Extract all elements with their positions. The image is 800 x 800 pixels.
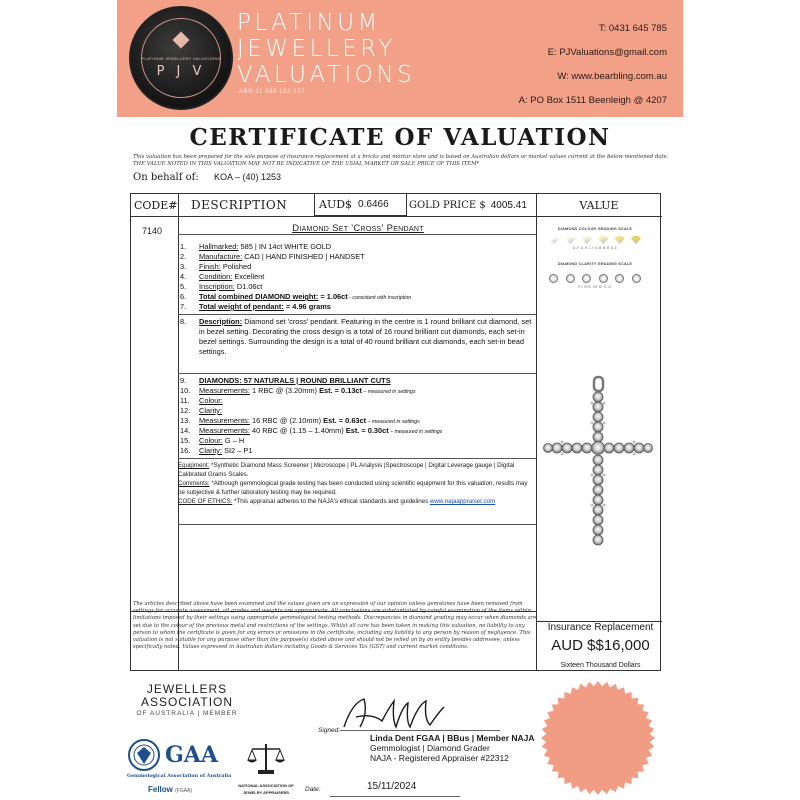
aud-value: 0.6466 bbox=[358, 199, 389, 210]
contact-address: A: PO Box 1511 Beenleigh @ 4207 bbox=[518, 95, 667, 106]
naja-link[interactable]: www.najaappraiser.com bbox=[429, 498, 496, 505]
detail-label: Colour: bbox=[199, 396, 223, 405]
ja-line-2: ASSOCIATION bbox=[140, 695, 234, 709]
clarity-icon bbox=[615, 274, 624, 283]
detail-label: Clarity: bbox=[199, 446, 222, 455]
detail-label: Hallmarked: bbox=[199, 242, 239, 251]
clarity-scale bbox=[549, 274, 641, 283]
detail-label: Total weight of pendant: bbox=[199, 302, 284, 311]
colour-scale bbox=[549, 236, 641, 244]
detail-label: Condition: bbox=[199, 272, 233, 281]
item-number: 9. bbox=[180, 376, 187, 385]
item-number: 13. bbox=[180, 416, 191, 425]
gaa-text: GAA bbox=[165, 742, 218, 768]
pjv-logo bbox=[129, 6, 233, 110]
detail-label: Clarity: bbox=[199, 406, 222, 415]
detail-value: G – H bbox=[224, 436, 245, 445]
contact-web: W: www.bearbling.com.au bbox=[557, 71, 667, 82]
equipment-note bbox=[178, 461, 536, 479]
detail-label: Manufacture: bbox=[199, 252, 243, 261]
item-number: 7. bbox=[180, 302, 187, 311]
item-number: 14. bbox=[180, 426, 191, 435]
item-number: 15. bbox=[180, 436, 191, 445]
equipment-text: *Synthetic Diamond Mass Screener | Microscope | PL Analysis |Spectroscope | Digital Leverage gauge | Digital Calibrated Grams Scales. bbox=[178, 462, 515, 478]
detail-label: Inscription: bbox=[199, 282, 235, 291]
colour-scale-labels: D-F G-H I-J K-M N-R S-Z bbox=[573, 246, 617, 250]
ja-line-1: JEWELLERS bbox=[146, 682, 228, 696]
detail-value: 585 | IN 14ct WHITE GOLD bbox=[240, 242, 332, 251]
signer-name: Linda Dent FGAA | BBus | Member NAJA bbox=[370, 733, 535, 743]
detail-value: 16 RBC @ (2.10mm) bbox=[252, 416, 322, 425]
detail-value: Polished bbox=[222, 262, 252, 271]
date-label: Date: bbox=[305, 786, 321, 793]
detail-estimate: Est. = 0.63ct bbox=[323, 416, 367, 425]
signer-details bbox=[370, 733, 535, 763]
detail-label: Description: bbox=[199, 317, 243, 326]
brand-line-1: PLATINUM bbox=[237, 10, 381, 36]
detail-label: Measurements: bbox=[199, 426, 250, 435]
detail-value: = 4.96 grams bbox=[285, 302, 331, 311]
clarity-icon bbox=[632, 274, 641, 283]
signed-label: Signed: bbox=[318, 727, 341, 734]
header-rule bbox=[131, 216, 662, 217]
details-rule bbox=[178, 458, 536, 459]
item-number: 5. bbox=[180, 282, 187, 291]
detail-value: CAD | HAND FINISHED | HANDSET bbox=[244, 252, 365, 261]
seal-shape bbox=[541, 681, 655, 795]
divider-value bbox=[536, 194, 537, 670]
gaa-logo bbox=[127, 738, 237, 779]
brand-name bbox=[237, 10, 415, 88]
ethics-text: *This appraisal adheres to the NAJA's ethical standards and guidelines bbox=[232, 498, 430, 505]
cross-pendant-image bbox=[540, 375, 658, 550]
detail-label: Colour: bbox=[199, 436, 223, 445]
detail-label: Total combined DIAMOND weight: bbox=[199, 292, 319, 301]
clarity-icon bbox=[599, 274, 608, 283]
col-value: VALUE bbox=[579, 198, 619, 212]
diamond-icon bbox=[615, 236, 625, 244]
insurance-words: Sixteen Thousand Dollars bbox=[560, 662, 641, 669]
gaa-subtitle: Gemmological Association of Australia bbox=[127, 773, 232, 779]
date-line bbox=[330, 796, 460, 797]
item-title: Diamond Set 'Cross' Pendant bbox=[292, 223, 424, 234]
logo-small-text: PLATINUM JEWELLERY VALUATIONS bbox=[141, 56, 221, 61]
detail-note: - consistent with inscription bbox=[347, 295, 412, 301]
legal-disclaimer: The articles described above have been examined and the values given are an expression of our opinion unless gemstones have been removed from settings for accurate assessment, all grades and weights are approximate. All conclusions are substantiated by careful examination of the items within limitations imposed by their settings using appropriate gemmological testing methods. Discrepancies in diamond grading may occur when diamonds are set due to the colour of the precious metal and restrictions of the settings. Whilst all care has been taken in making this valuation, no liability to any person to whom the certificate is given for any errors or omissions in the certificate, including any liability to any person by reason of negligence. This valuation is not suitable for any purpose other than the purpose(s) stated above and should not be relied on by an entity besides addressee, unless specifically noted. Values expressed in Australian dollars including Goods & Services Tax (GST) and current market conditions. bbox=[133, 601, 537, 651]
naja-line-1: NATIONAL ASSOCIATION OF bbox=[238, 783, 294, 788]
detail-note: – measured in settings bbox=[362, 389, 416, 395]
ethics-label: CODE OF ETHICS: bbox=[178, 498, 233, 505]
clarity-icon bbox=[549, 274, 558, 283]
behalf-value: KOA – (40) 1253 bbox=[214, 172, 282, 182]
col-aud bbox=[314, 194, 407, 216]
colour-scale-title: DIAMOND COLOUR GRADING SCALE bbox=[557, 227, 633, 231]
item-number: 6. bbox=[180, 292, 187, 301]
detail-label: Measurements: bbox=[199, 416, 250, 425]
diamond-icon bbox=[565, 236, 575, 244]
details-rule bbox=[178, 373, 536, 374]
comments-label: Comments: bbox=[178, 480, 210, 487]
fellow-text: Fellow bbox=[148, 785, 173, 794]
details-rule bbox=[178, 314, 536, 315]
abn-number: ABN 11 588 162 137 bbox=[239, 89, 306, 95]
embossed-seal bbox=[540, 680, 656, 796]
logo-monogram: P J V bbox=[156, 64, 206, 79]
detail-value: 40 RBC @ (1.15 – 1.40mm) bbox=[252, 426, 344, 435]
certificate-date: 15/11/2024 bbox=[367, 781, 417, 792]
contact-phone: T: 0431 645 785 bbox=[598, 23, 667, 34]
scales-of-justice-icon bbox=[246, 740, 286, 776]
contact-details bbox=[519, 23, 667, 119]
pendant-bail bbox=[594, 377, 603, 391]
certificate-title: CERTIFICATE OF VALUATION bbox=[189, 124, 611, 151]
contact-email: E: PJValuations@gmail.com bbox=[547, 47, 667, 58]
detail-label: Finish: bbox=[199, 262, 221, 271]
equipment-label: Equipment: bbox=[178, 462, 210, 469]
signer-title-2: NAJA - Registered Appraiser #22312 bbox=[370, 753, 509, 763]
detail-value: = 1.06ct bbox=[320, 292, 348, 301]
insurance-label: Insurance Replacement bbox=[547, 622, 654, 633]
item-number: 2. bbox=[180, 252, 187, 261]
details-top-rule bbox=[178, 234, 536, 235]
signature-line bbox=[340, 730, 500, 731]
diamond-icon bbox=[631, 236, 641, 244]
signer-title-1: Gemmologist | Diamond Grader bbox=[370, 743, 490, 753]
detail-note: – measured in settings bbox=[388, 429, 443, 435]
behalf-label: On behalf of: bbox=[133, 172, 199, 183]
detail-value: Diamond set 'cross' pendant. Featuring in the centre is 1 round brilliant cut diamond, set in bezel setting. Decorating the cross design is a total of 16 round brilliant cut diamonds, each set-in bezel settings. Surrounding the design is a total of 40 round brilliant cut diamonds, each set-in bead settings. bbox=[199, 317, 532, 356]
details-bottom-rule bbox=[178, 524, 536, 525]
comments-note bbox=[178, 479, 536, 497]
item-number: 3. bbox=[180, 262, 187, 271]
gold-value: 4005.41 bbox=[490, 199, 527, 211]
item-number: 16. bbox=[180, 446, 191, 455]
clarity-scale-title: DIAMOND CLARITY GRADING SCALE bbox=[557, 262, 633, 266]
item-number: 4. bbox=[180, 272, 187, 281]
grading-scales bbox=[549, 227, 641, 322]
item-number: 8. bbox=[180, 317, 187, 326]
comments-text: *Although gemmological grade testing has been conducted using scientific equipment for this valuation, results may be subjective & further laboratory testing may be required. bbox=[178, 480, 528, 496]
item-number: 1. bbox=[180, 242, 187, 251]
detail-value: D1.06ct bbox=[236, 282, 263, 291]
brand-line-2: JEWELLERY bbox=[237, 36, 396, 62]
divider-code bbox=[178, 194, 179, 670]
ja-line-3: OF AUSTRALIA | MEMBER bbox=[136, 710, 238, 717]
fellow-sub: (FGAA) bbox=[175, 788, 193, 794]
diamond-icon bbox=[598, 236, 608, 244]
item-number: 11. bbox=[180, 396, 190, 405]
brand-line-3: VALUATIONS bbox=[237, 62, 416, 88]
ethics-note bbox=[178, 497, 536, 506]
detail-value: SI2 – P1 bbox=[224, 446, 253, 455]
detail-value: 1 RBC @ (3.20mm) bbox=[252, 386, 317, 395]
cross-diamonds bbox=[544, 392, 653, 545]
clarity-scale-labels: FL VVS VS SI I1 I2 bbox=[578, 285, 612, 289]
diamond-icon bbox=[549, 236, 559, 244]
naja-line-2: JEWELRY APPRAISERS bbox=[242, 790, 290, 795]
fellow-badge bbox=[148, 785, 192, 794]
clarity-icon bbox=[582, 274, 591, 283]
col-description: DESCRIPTION bbox=[191, 198, 288, 212]
item-number: 10. bbox=[180, 386, 191, 395]
gold-label: GOLD PRICE $ bbox=[409, 199, 486, 211]
letterhead bbox=[117, 0, 683, 117]
naja-logo bbox=[235, 740, 297, 795]
detail-estimate: Est. = 0.13ct bbox=[319, 386, 362, 395]
item-code: 7140 bbox=[142, 226, 163, 236]
detail-label: DIAMONDS: 57 NATURALS | ROUND BRILLIANT CUTS bbox=[199, 376, 391, 385]
detail-estimate: Est. = 0.30ct bbox=[345, 426, 389, 435]
jewellers-association-logo bbox=[130, 683, 244, 717]
aud-label: AUD$ bbox=[319, 198, 353, 211]
col-gold bbox=[409, 194, 536, 216]
insurance-value: AUD $$16,000 bbox=[551, 637, 650, 654]
item-number: 12. bbox=[180, 406, 191, 415]
clarity-icon bbox=[566, 274, 575, 283]
handwritten-signature bbox=[338, 693, 448, 733]
valuation-disclaimer: This valuation has been prepared for the sole purpose of insurance replacement at a bricks and mortar store and is based on Australian dollars or market values current at the below mentioned date. THE VALUE NOTED IN THIS VALUATION MAY NOT BE INDICATIVE OF THE USIAL MARKET OR SALE PRICE OF THIS ITEM* bbox=[133, 154, 669, 167]
gaa-emblem-icon bbox=[127, 738, 161, 772]
detail-value: Excellent bbox=[234, 272, 265, 281]
detail-note: – measured in settings bbox=[366, 419, 420, 425]
diamond-icon bbox=[582, 236, 592, 244]
col-code: CODE# bbox=[134, 198, 178, 212]
detail-label: Measurements: bbox=[199, 386, 250, 395]
